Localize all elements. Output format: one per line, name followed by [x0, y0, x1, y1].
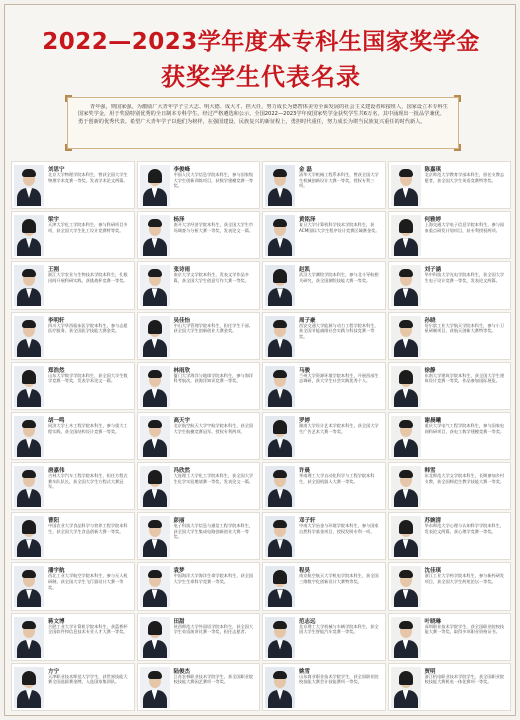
student-card: [137, 462, 261, 510]
student-bio: 四川大学华西临床医学院本科生，参与志愿医疗服务，获全国医学技能大赛金奖。: [48, 322, 128, 334]
student-name: 胡一鸣: [48, 417, 65, 424]
student-photo: [14, 165, 44, 206]
student-card: [388, 211, 512, 259]
student-card: [388, 261, 512, 309]
student-photo: [391, 265, 421, 306]
student-bio: 北京师范大学教育学部本科生，担任支教志愿者，获全国大学生英语竞赛特等奖。: [424, 172, 505, 183]
student-bio: 兰州大学资源环境学院本科生，开展西部生态调研，获大学生社会实践优秀个人。: [299, 372, 379, 384]
student-photo: [391, 466, 421, 507]
student-name: 程昊: [299, 568, 311, 575]
student-bio: 北京航空航天大学宇航学院本科生，获全国大学生航模竞赛冠军，授权专利两项。: [173, 422, 254, 434]
student-name: 邓子轩: [299, 518, 316, 525]
student-card: [262, 312, 386, 360]
corner-ornament: [65, 95, 72, 102]
student-bio: 复旦大学计算机科学技术学院本科生，获ACM国际大学生程序设计竞赛区域赛金奖。: [299, 222, 380, 233]
student-name: 黄铭泽: [299, 217, 316, 224]
student-name: 周子豪: [299, 317, 316, 324]
portrait-hair: [399, 520, 413, 534]
student-bio: 中南大学冶金与环境学院本科生，参与国家自然科学基金项目，授权发明专利一项。: [299, 523, 379, 534]
student-name: 田甜: [173, 618, 185, 625]
student-name: 姚雪: [299, 668, 311, 675]
student-name: 徐静: [424, 367, 436, 374]
student-name: 许晨: [299, 468, 311, 475]
portrait-hair: [273, 269, 287, 283]
student-photo: [14, 265, 44, 306]
student-bio: 山东大学数学学院本科生，获全国大学生数学竞赛一等奖，发表学术论文一篇。: [48, 372, 128, 384]
student-card: [137, 412, 261, 460]
portrait-hair: [273, 169, 287, 177]
student-bio: 北京理工大学机械与车辆学院本科生，获全国大学生智能汽车竞赛一等奖。: [299, 623, 379, 635]
portrait-hair: [273, 520, 287, 528]
portrait-hair: [148, 320, 162, 334]
portrait-hair: [22, 420, 36, 428]
student-photo: [265, 215, 295, 256]
student-bio: 山东商业职业技术学院学生，获全国职业院校技能大赛会计技能赛项一等奖。: [299, 673, 379, 685]
student-card: [11, 412, 135, 460]
portrait-hair: [273, 320, 287, 328]
student-card: [262, 462, 386, 510]
student-name: 苏婉清: [424, 518, 442, 525]
student-photo: [140, 316, 170, 357]
student-photo: [265, 366, 295, 407]
portrait-hair: [22, 470, 36, 478]
student-card: [262, 211, 386, 259]
student-card: [137, 312, 261, 360]
portrait-hair: [273, 370, 287, 378]
student-photo: [391, 667, 421, 708]
student-photo: [265, 265, 295, 306]
student-name: 陆俊杰: [173, 668, 191, 675]
student-photo: [391, 416, 421, 457]
student-name: 方宁: [48, 668, 60, 675]
student-card: [11, 312, 135, 360]
student-photo: [14, 466, 44, 507]
portrait-hair: [399, 671, 413, 685]
student-name: 叶晓琳: [424, 618, 442, 625]
student-name: 赵凯: [299, 267, 311, 274]
portrait-hair: [22, 570, 36, 578]
student-bio: 华南理工大学自动化科学与工程学院本科生，获全国机器人大赛一等奖。: [299, 473, 375, 484]
student-photo: [14, 617, 44, 658]
student-bio: 东南大学建筑学院本科生，获全国大学生建筑设计竞赛一等奖，作品参加国际展览。: [424, 372, 505, 384]
student-bio: 北京大学物理学院本科生，曾获全国大学生物理学术竞赛一等奖，发表学术论文两篇。: [48, 172, 128, 183]
student-grid: [11, 161, 511, 711]
portrait-hair: [22, 169, 36, 177]
student-name: 冯欣然: [173, 468, 191, 475]
student-photo: [391, 366, 421, 407]
student-photo: [140, 516, 170, 557]
student-name: 陈嘉琪: [424, 167, 442, 173]
intro-text: 青年强，则国家强。为激励广大青年学子立大志、明大德、成大才、担大任，努力成长为德智体美劳全面发展的社会主义建设者和接班人，国家设立本专科生国家奖学金，用于奖励特别优秀的全日制本专科学生。经过严格遴选和公示，全国2022—2023学年度国家奖学金获奖学生共6万名，其中涌现出一批品学兼优、勇于创新的优秀代表。希望广大青年学子以他们为榜样，在强国建设、民族复兴的新征程上，勇担时代重任，努力成长为堪当民族复兴重任的时代新人。: [78, 104, 448, 125]
student-bio: 华中科技大学光电学院本科生，获全国大学生电子设计竞赛一等奖，发表论文两篇。: [424, 272, 505, 283]
student-bio: 同济大学土木工程学院本科生，参与重大工程实践，获全国结构设计竞赛一等奖。: [48, 422, 128, 434]
student-bio: 浙江工业大学药学院本科生，参与新药研发项目，获全国大学生药苑论坛一等奖。: [424, 573, 505, 585]
student-name: 潘宇航: [48, 568, 65, 575]
student-name: 何雅婷: [424, 217, 442, 224]
portrait-hair: [22, 370, 36, 384]
portrait-hair: [273, 420, 287, 434]
portrait-hair: [22, 520, 36, 534]
portrait-hair: [399, 320, 413, 328]
student-name: 蒋文博: [48, 618, 65, 625]
student-photo: [265, 566, 295, 607]
student-card: [388, 462, 512, 510]
student-card: [388, 161, 512, 209]
portrait-hair: [273, 570, 287, 584]
portrait-hair: [148, 420, 162, 428]
student-bio: 浙江大学农业与生物技术学院本科生，扎根田间开展科研实践，获挑战杯竞赛一等奖。: [48, 272, 128, 283]
student-card: [11, 362, 135, 410]
student-photo: [391, 215, 421, 256]
student-card: [137, 562, 261, 610]
portrait-hair: [22, 269, 36, 277]
student-bio: 中山大学管理学院本科生，担任学生干部，获全国大学生创新创业大赛金奖。: [173, 322, 254, 334]
portrait-hair: [399, 269, 413, 277]
student-photo: [265, 416, 295, 457]
student-bio: 清华大学机械工程系本科生，曾获全国大学生机械创新设计大赛一等奖，授权专利三项。: [299, 172, 379, 189]
student-photo: [14, 667, 44, 708]
student-photo: [265, 667, 295, 708]
student-photo: [265, 516, 295, 557]
student-name: 林雨欣: [173, 367, 191, 374]
portrait-hair: [22, 320, 36, 328]
portrait-hair: [399, 470, 413, 478]
student-card: [388, 362, 512, 410]
student-name: 杨泽: [173, 217, 185, 224]
student-name: 刘子涵: [424, 267, 442, 274]
student-photo: [140, 617, 170, 658]
student-photo: [140, 466, 170, 507]
student-name: 唐嘉伟: [48, 468, 65, 475]
student-photo: [140, 566, 170, 607]
student-card: [388, 663, 512, 711]
student-card: [262, 161, 386, 209]
portrait-hair: [148, 621, 162, 635]
student-bio: 天津大学化工学院本科生，参与科研项目多项，获全国大学生化工设计竞赛特等奖。: [48, 222, 128, 233]
student-bio: 南京大学文学院本科生，发表文学作品多篇，获全国大学生创意写作大赛一等奖。: [173, 272, 249, 283]
student-photo: [14, 416, 44, 457]
poster-page: [4, 4, 516, 716]
student-name: 彭丽: [173, 518, 185, 525]
student-name: 谢晨曦: [424, 417, 442, 424]
student-photo: [140, 416, 170, 457]
student-name: 李俊峰: [173, 167, 191, 173]
portrait-hair: [148, 570, 162, 578]
student-card: [11, 613, 135, 661]
student-photo: [265, 316, 295, 357]
student-photo: [140, 366, 170, 407]
student-bio: 江苏农林职业技术学院学生，获全国职业院校技能大赛园艺赛项一等奖。: [173, 673, 254, 685]
student-bio: 大连理工大学化工学院本科生，获全国大学生化学实验邀请赛一等奖，发表论文一篇。: [173, 473, 254, 484]
student-name: 金 磊: [299, 167, 312, 173]
student-bio: 天津职业技术师范大学学生，获世界技能大赛全国选拔赛金牌，入选国家集训队。: [48, 673, 128, 685]
student-card: [11, 462, 135, 510]
corner-ornament: [454, 144, 461, 151]
student-photo: [265, 466, 295, 507]
student-photo: [14, 316, 44, 357]
portrait-hair: [22, 219, 36, 233]
student-card: [262, 362, 386, 410]
student-bio: 陕西师范大学外国语学院本科生，获全国大学生英语演讲比赛一等奖，担任志愿者。: [173, 623, 254, 635]
student-bio: 南京航空航天大学机电学院本科生，获全国三维数字化创新设计大赛特等奖。: [299, 573, 379, 585]
student-photo: [391, 617, 421, 658]
student-bio: 中国海洋大学海洋生命学院本科生，获全国大学生生命科学竞赛一等奖。: [173, 573, 254, 585]
student-card: [262, 663, 386, 711]
portrait-hair: [399, 169, 413, 177]
student-photo: [14, 215, 44, 256]
student-bio: 西北工业大学航空学院本科生，参与无人机研制，获全国大学生飞行器设计大赛一等奖。: [48, 573, 128, 590]
student-photo: [140, 165, 170, 206]
student-photo: [14, 366, 44, 407]
student-bio: 电子科技大学信息与通信工程学院本科生，获全国大学生集成电路创新创业大赛一等奖。: [173, 523, 254, 540]
portrait-hair: [148, 269, 162, 277]
student-card: [262, 613, 386, 661]
student-photo: [14, 566, 44, 607]
portrait-hair: [273, 470, 287, 478]
portrait-hair: [22, 621, 36, 629]
portrait-hair: [148, 520, 162, 528]
student-card: [137, 161, 261, 209]
portrait-hair: [399, 570, 413, 578]
student-name: 梁宇: [48, 217, 60, 224]
student-photo: [265, 165, 295, 206]
portrait-hair: [22, 671, 36, 685]
student-photo: [265, 617, 295, 658]
portrait-hair: [399, 420, 413, 428]
student-bio: 重庆大学电气工程学院本科生，参与国家电网科研项目，获电工数学建模竞赛一等奖。: [424, 422, 505, 434]
student-card: [137, 663, 261, 711]
student-card: [388, 412, 512, 460]
portrait-hair: [148, 470, 162, 484]
student-card: [11, 512, 135, 560]
student-bio: 吉林大学汽车工程学院本科生，担任方程式赛车队队长，获全国大学生方程式大赛冠军。: [48, 473, 128, 490]
student-name: 韩雪: [424, 468, 436, 475]
student-name: 范志远: [299, 618, 316, 625]
student-name: 沈佳琪: [424, 568, 442, 575]
student-name: 马骏: [299, 367, 311, 374]
student-photo: [391, 566, 421, 607]
student-card: [11, 161, 135, 209]
student-card: [262, 261, 386, 309]
student-bio: 南开大学经济学院本科生，获全国大学生市场调查与分析大赛一等奖，发表论文一篇。: [173, 222, 254, 233]
intro-box: [67, 97, 459, 149]
student-card: [137, 613, 261, 661]
portrait-hair: [399, 219, 413, 233]
student-card: [137, 261, 261, 309]
portrait-hair: [148, 370, 162, 378]
student-bio: 湖南大学设计艺术学院本科生，获全国大学生广告艺术大赛一等奖。: [299, 422, 379, 434]
portrait-hair: [399, 621, 413, 629]
student-photo: [391, 165, 421, 206]
student-bio: 中国人民大学信息学院本科生，参与国家级大学生创新训练项目，获数学建模竞赛一等奖。: [173, 172, 254, 189]
student-name: 曹阳: [48, 518, 60, 525]
student-photo: [140, 667, 170, 708]
student-photo: [140, 265, 170, 306]
student-bio: 中国农业大学食品科学与营养工程学院本科生，获全国大学生食品创新大赛一等奖。: [48, 523, 128, 534]
corner-ornament: [65, 144, 72, 151]
student-bio: 厦门大学海洋与地球学院本科生，参与海洋科考航次，获海洋知识竞赛一等奖。: [173, 372, 254, 384]
student-card: [11, 261, 135, 309]
student-card: [137, 362, 261, 410]
poster-subtitle: 获奖学生代表名录: [161, 63, 361, 91]
student-card: [388, 613, 512, 661]
student-name: 李明轩: [48, 317, 65, 324]
student-bio: 哈尔滨工业大学航天学院本科生，参与小卫星研制项目，获航天创新大赛特等奖。: [424, 322, 505, 334]
student-card: [11, 211, 135, 259]
student-name: 王刚: [48, 267, 60, 274]
student-photo: [14, 516, 44, 557]
portrait-hair: [148, 219, 162, 227]
student-name: 郑浩然: [48, 367, 65, 374]
student-name: 孙晓: [424, 317, 436, 324]
student-bio: 上海交通大学电子信息学院本科生，参与国家重点研发计划项目，获专利授权两项。: [424, 222, 505, 233]
student-card: [11, 663, 135, 711]
student-card: [262, 412, 386, 460]
student-bio: 东北师范大学文学院本科生，长期参加乡村支教，获全国师范生教学技能大赛一等奖。: [424, 473, 505, 484]
student-name: 刘思宁: [48, 167, 65, 173]
student-card: [388, 312, 512, 360]
student-card: [262, 562, 386, 610]
student-photo: [391, 516, 421, 557]
student-photo: [140, 215, 170, 256]
student-name: 袁梦: [173, 568, 185, 575]
student-bio: 华东师范大学心理与认知科学学院本科生，发表论文两篇，获心理学竞赛一等奖。: [424, 523, 505, 534]
portrait-hair: [148, 169, 162, 183]
student-card: [137, 512, 261, 560]
portrait-hair: [399, 370, 413, 384]
student-card: [388, 512, 512, 560]
corner-ornament: [454, 95, 461, 102]
portrait-hair: [148, 671, 162, 679]
poster-title: 2022—2023学年度本专科生国家奖学金: [42, 29, 480, 55]
portrait-hair: [273, 219, 287, 227]
student-bio: 武汉大学测绘学院本科生，参与北斗导航相关研究，获全国测绘技能大赛一等奖。: [299, 272, 379, 283]
student-bio: 深圳职业技术学院学生，获全国职业院校技能大赛一等奖，取得多项职业资格证书。: [424, 623, 505, 635]
portrait-hair: [273, 671, 287, 679]
student-card: [388, 562, 512, 610]
student-name: 张诗雨: [173, 267, 191, 274]
student-bio: 浙江机电职业技术学院学生，获全国职业院校技能大赛机电一体化赛项一等奖。: [424, 673, 505, 685]
student-name: 罗婷: [299, 417, 311, 424]
student-bio: 西安交通大学能源与动力工程学院本科生，获全国节能减排社会实践与科技竞赛一等奖。: [299, 322, 379, 339]
student-card: [137, 211, 261, 259]
student-photo: [391, 316, 421, 357]
student-card: [262, 512, 386, 560]
student-name: 吴佳怡: [173, 317, 191, 324]
student-name: 高天宇: [173, 417, 191, 424]
student-bio: 合肥工业大学计算机学院本科生，获蓝桥杯全国软件和信息技术专业人才大赛一等奖。: [48, 623, 128, 635]
student-card: [11, 562, 135, 610]
student-name: 贾明: [424, 668, 436, 675]
portrait-hair: [273, 621, 287, 629]
